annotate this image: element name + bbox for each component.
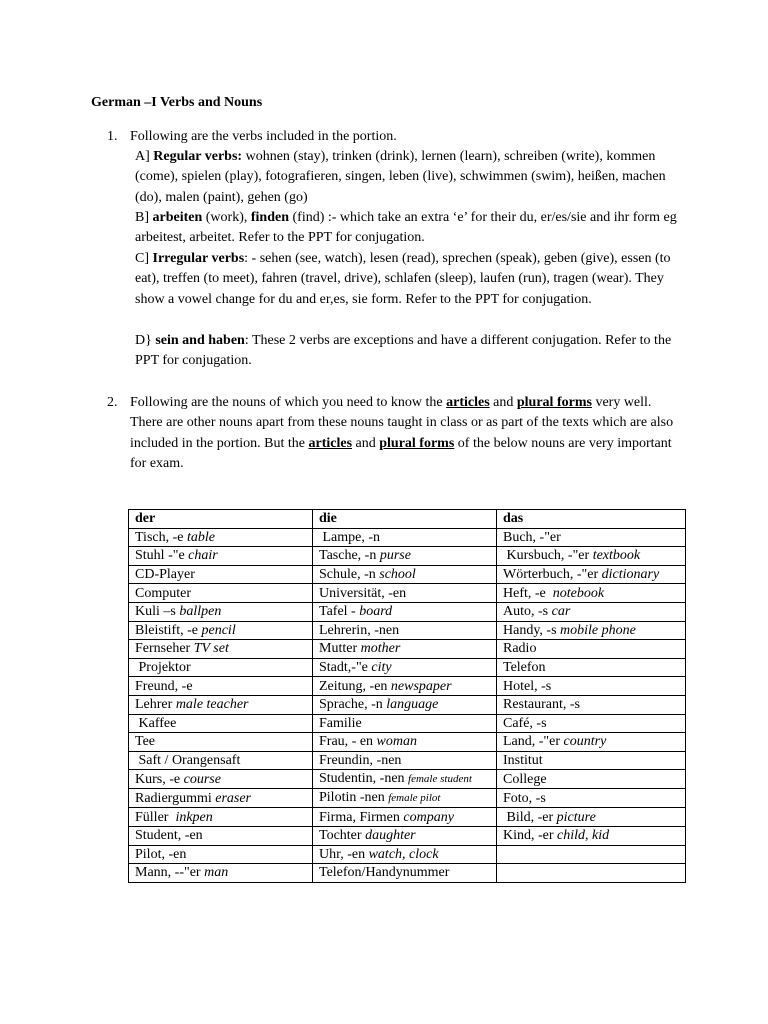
noun-translation: TV set [193,641,229,657]
noun-text: Kind, -er [503,828,558,844]
noun-translation: inkpen [175,809,213,825]
document-title: German –I Verbs and Nouns [91,95,263,110]
noun-text: Fernseher [135,641,194,657]
noun-translation: female student [408,773,472,786]
noun-translation: picture [556,809,596,825]
table-cell-die [313,826,497,845]
noun-text: Radiergummi [135,790,216,806]
noun-text: Mann, --"er [135,865,205,881]
noun-text: Handy, -s [503,622,561,638]
item-b-prefix: B] [135,210,153,225]
nouns-intro-text-5: of the below nouns are very important for exam. [130,435,672,471]
table-cell-das [497,826,686,845]
table-cell-der [129,714,313,733]
noun-translation: male teacher [175,697,249,713]
table-cell-der [129,751,313,770]
table-cell-der [129,695,313,714]
noun-text: Foto, -s [503,790,546,806]
noun-text: Lehrerin, -nen [319,622,400,638]
table-row [129,621,686,640]
noun-translation: company [403,809,454,825]
table-cell-der [129,658,313,677]
table-cell-der [129,640,313,659]
irregular-verbs-text: : - sehen (see, watch), lesen (read), sprechen (speak), geben (give), essen (to eat), treffen (to meet), fahren (travel, drive), schlafen (sleep), laufen (run), tragen (wear). They show a vowel change for du and er,es, sie form. Refer to the PPT for conjugation. [135,251,671,307]
noun-translation: pencil [201,622,236,638]
plural-forms-emphasis-2: plural forms [379,435,455,451]
table-cell-die [313,528,497,547]
table-cell-das [497,733,686,752]
table-cell-der [129,733,313,752]
table-row [129,547,686,566]
sein-haben-text: : These 2 verbs are exceptions and have a different conjugation. Refer to the PPT for conjugation. [135,333,672,369]
noun-translation: woman [376,734,417,750]
table-cell-der [129,826,313,845]
table-row [129,845,686,864]
noun-text: Pilot, -en [135,846,187,862]
noun-translation: course [183,771,221,787]
noun-text: Student, -en [135,828,203,844]
noun-text: Firma, Firmen [319,809,404,825]
articles-emphasis: articles [446,395,490,410]
table-cell-das [497,621,686,640]
nouns-intro-paragraph [130,393,680,474]
table-row [129,602,686,621]
table-cell-die [313,733,497,752]
table-cell-der [129,808,313,827]
table-cell-das [497,695,686,714]
table-row [129,565,686,584]
noun-text: Telefon/Handynummer [319,865,450,881]
noun-translation: board [359,604,393,620]
noun-text: CD-Player [135,567,195,583]
table-cell-das [497,789,686,808]
noun-text: Tisch, -e [135,529,187,545]
noun-text: Familie [319,715,362,731]
table-cell-das [497,658,686,677]
noun-text: Uhr, -en [319,846,369,862]
noun-text: Telefon [503,660,546,676]
table-cell-die [313,677,497,696]
table-cell-das [497,547,686,566]
noun-text: Tasche, -n [319,548,380,564]
noun-text: Tee [135,734,156,750]
nouns-table [128,509,686,883]
irregular-verbs-label: Irregular verbs [152,251,245,266]
table-cell-das [497,770,686,789]
table-cell-das [497,677,686,696]
table-cell-die [313,789,497,808]
noun-translation: table [187,529,215,545]
finden-label: finden [250,210,289,225]
regular-verbs-label: Regular verbs: [153,149,243,164]
table-row [129,751,686,770]
noun-text: Buch, -"er [503,529,561,545]
noun-text: Lampe, -n [319,529,381,545]
header-der: der [129,510,313,529]
noun-text: Bleistift, -e [135,622,202,638]
nouns-intro-text-2: and [489,395,517,410]
noun-text: Tafel - [319,604,360,620]
noun-translation: notebook [552,585,605,601]
noun-text: Zeitung, -en [319,678,391,694]
noun-translation: mobile phone [560,622,636,638]
table-cell-das [497,584,686,603]
verbs-intro: Following are the verbs included in the portion. [130,129,397,144]
table-cell-die [313,751,497,770]
table-row [129,733,686,752]
arbeiten-finden-paragraph [135,208,680,249]
table-cell-der [129,845,313,864]
noun-translation: school [379,567,416,583]
table-cell-die [313,584,497,603]
table-cell-das [497,714,686,733]
table-cell-die [313,808,497,827]
table-row [129,808,686,827]
noun-translation: car [551,604,571,620]
noun-text: Kaffee [135,715,177,731]
noun-text: Wörterbuch, -"er [503,567,602,583]
noun-text: Heft, -e [503,585,553,601]
arbeiten-label: arbeiten [152,210,203,225]
table-cell-der [129,864,313,883]
table-cell-die [313,621,497,640]
noun-text: College [503,771,547,787]
table-cell-die [313,602,497,621]
noun-translation: daughter [365,828,416,844]
list-number-1: 1. [107,129,118,144]
noun-translation: female pilot [388,792,441,805]
noun-text: Land, -"er [503,734,564,750]
articles-emphasis-2: articles [308,435,353,451]
table-body [129,528,686,882]
noun-text: Lehrer [135,697,176,713]
table-cell-die [313,845,497,864]
table-cell-das [497,845,686,864]
noun-translation: country [563,734,607,750]
noun-text: Kurs, -e [135,771,184,787]
table-cell-der [129,602,313,621]
table-cell-der [129,789,313,808]
header-die: die [313,510,497,529]
table-cell-der [129,547,313,566]
noun-translation: purse [379,548,411,564]
noun-text: Restaurant, -s [503,697,580,713]
noun-text: Auto, -s [503,604,552,620]
table-cell-die [313,547,497,566]
table-cell-der [129,677,313,696]
item-d-prefix: D} [135,333,156,348]
table-cell-das [497,751,686,770]
nouns-intro-text-3: very well. There are other nouns apart from these nouns taught in class or as part of the texts which are also included in the portion. But the [130,395,674,451]
table-cell-das [497,528,686,547]
noun-translation: watch, clock [368,846,439,862]
noun-translation: man [204,865,229,881]
noun-text: Radio [503,641,537,657]
noun-text: Pilotin -nen [319,790,389,806]
table-cell-der [129,528,313,547]
noun-text: Tochter [319,828,366,844]
noun-text: Mutter [319,641,361,657]
noun-translation: textbook [592,548,641,564]
table-header-row [129,510,686,529]
table-row [129,584,686,603]
noun-text: Institut [503,753,543,769]
noun-text: Freund, -e [135,678,193,694]
noun-text: Frau, - en [319,734,377,750]
noun-translation: ballpen [179,604,222,620]
table-cell-der [129,770,313,789]
header-das: das [497,510,686,529]
table-row [129,714,686,733]
noun-translation: city [371,660,392,676]
noun-text: Computer [135,585,191,601]
arbeiten-finden-text: (find) :- which take an extra ‘e’ for their du, er/es/sie and ihr form eg arbeitest, arbeitet. Refer to the PPT for conjugation. [135,210,677,246]
table-cell-der [129,621,313,640]
noun-translation: chair [188,548,218,564]
noun-translation: mother [360,641,401,657]
table-cell-die [313,658,497,677]
noun-translation: newspaper [390,678,452,694]
noun-translation: child, kid [557,828,610,844]
noun-text: Café, -s [503,715,547,731]
table-row [129,826,686,845]
table-row [129,789,686,808]
table-row [129,528,686,547]
noun-text: Kursbuch, -"er [503,548,593,564]
table-cell-die [313,565,497,584]
item-a-prefix: A] [135,149,154,164]
regular-verbs-paragraph [135,147,680,208]
noun-translation: eraser [215,790,252,806]
table-cell-das [497,640,686,659]
table-row [129,677,686,696]
noun-translation: dictionary [601,567,660,583]
noun-text: Bild, -er [503,809,557,825]
table-row [129,658,686,677]
noun-text: Füller [135,809,176,825]
table-cell-der [129,584,313,603]
table-cell-die [313,770,497,789]
nouns-intro-text-4: and [352,435,380,451]
table-row [129,640,686,659]
table-row [129,695,686,714]
table-cell-die [313,640,497,659]
noun-text: Sprache, -n [319,697,387,713]
table-row [129,864,686,883]
table-cell-die [313,695,497,714]
table-cell-das [497,808,686,827]
noun-text: Stadt,-"e [319,660,372,676]
noun-text: Schule, -n [319,567,380,583]
noun-text: Kuli –s [135,604,180,620]
table-cell-das [497,602,686,621]
list-number-2: 2. [107,395,118,410]
sein-haben-paragraph [135,331,680,372]
regular-verbs-text: wohnen (stay), trinken (drink), lernen (learn), schreiben (write), kommen (come), spielen (play), fotografieren, singen, leben (live), schwimmen (swim), heißen, machen (do), malen (paint), gehen (go) [135,149,666,205]
table-row [129,770,686,789]
item-c-prefix: C] [135,251,153,266]
table-cell-das [497,565,686,584]
nouns-intro-text-1: Following are the nouns of which you need to know the [130,395,447,410]
plural-forms-emphasis: plural forms [516,395,592,410]
irregular-verbs-paragraph [135,249,680,310]
noun-text: Studentin, -nen [319,771,409,787]
noun-text: Freundin, -nen [319,753,402,769]
table-cell-der [129,565,313,584]
noun-text: Projektor [135,660,191,676]
table-cell-die [313,864,497,883]
noun-translation: language [386,697,439,713]
arbeiten-gloss: (work), [202,210,251,225]
table-cell-das [497,864,686,883]
table-cell-die [313,714,497,733]
noun-text: Hotel, -s [503,678,552,694]
sein-haben-label: sein and haben [155,333,245,348]
noun-text: Saft / Orangensaft [135,753,241,769]
noun-text: Stuhl -"e [135,548,189,564]
noun-text: Universität, -en [319,585,407,601]
